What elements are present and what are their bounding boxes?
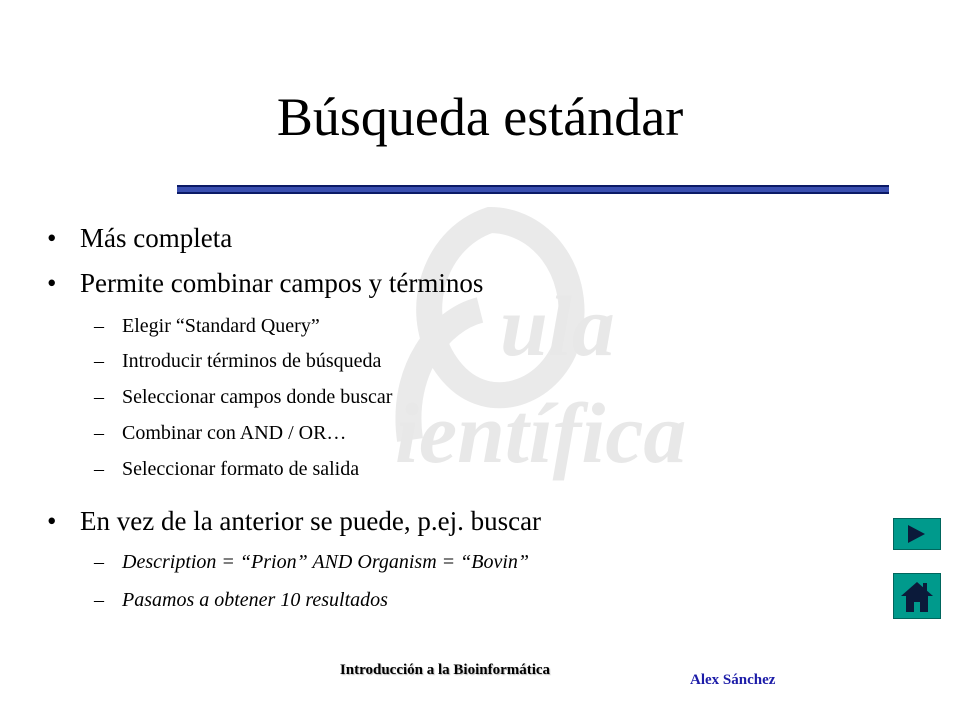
- sub-bullet-dash: –: [94, 551, 104, 573]
- title-underline: [177, 185, 889, 194]
- play-arrow-icon: [894, 519, 940, 549]
- bullet-dot: •: [47, 268, 57, 298]
- bullet-dot: •: [47, 223, 57, 253]
- watermark-logo: [370, 200, 790, 500]
- sub-bullet-text: Description = “Prion” AND Organism = “Bovin”: [122, 551, 530, 573]
- sub-bullet-text: Elegir “Standard Query”: [122, 315, 320, 337]
- bullet-text: Permite combinar campos y términos: [80, 268, 484, 298]
- sub-bullet-text: Seleccionar formato de salida: [122, 458, 360, 480]
- sub-bullet-text: Introducir términos de búsqueda: [122, 350, 382, 372]
- slide-title: Búsqueda estándar: [276, 87, 684, 147]
- sub-bullet-dash: –: [94, 386, 104, 408]
- bullet-text: Más completa: [80, 223, 233, 253]
- footer-author: Alex Sánchez: [690, 672, 776, 688]
- sub-bullet-dash: –: [94, 422, 104, 444]
- bullet-dot: •: [47, 506, 57, 536]
- sub-bullet-dash: –: [94, 350, 104, 372]
- bullet-text: En vez de la anterior se puede, p.ej. buscar: [80, 506, 542, 536]
- watermark-text-2: ientífica: [395, 385, 687, 481]
- sub-bullet-dash: –: [94, 458, 104, 480]
- sub-bullet-dash: –: [94, 315, 104, 337]
- footer-course-title: Introducción a la Bioinformática: [339, 662, 551, 678]
- sub-bullet-text: Pasamos a obtener 10 resultados: [122, 589, 388, 611]
- next-slide-button[interactable]: [893, 518, 941, 550]
- sub-bullet-text: Combinar con AND / OR…: [122, 422, 347, 444]
- watermark-text-1: ula: [500, 278, 615, 374]
- sub-bullet-text: Seleccionar campos donde buscar: [122, 386, 393, 408]
- home-button[interactable]: [893, 573, 941, 619]
- home-icon: [894, 574, 940, 618]
- sub-bullet-dash: –: [94, 589, 104, 611]
